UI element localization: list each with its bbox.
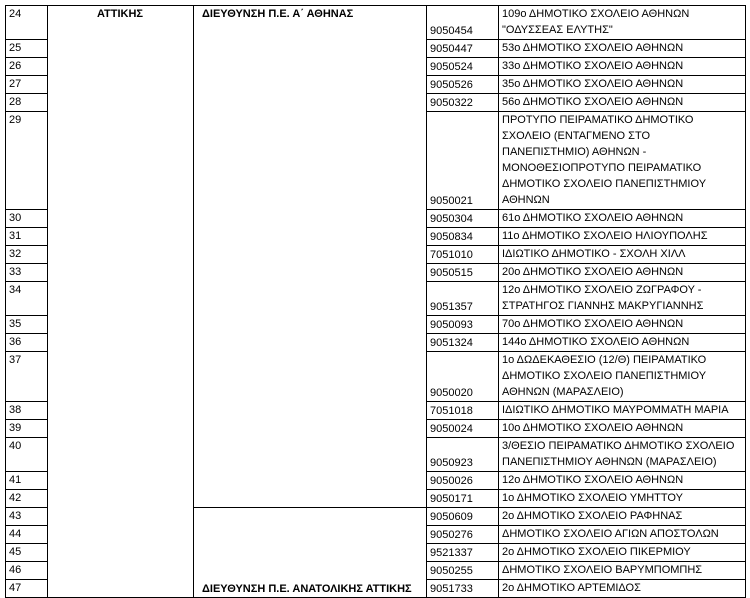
school-code: 9050526 [427,76,499,94]
school-name-line: ΠΡΟΤΥΠΟ ΠΕΙΡΑΜΑΤΙΚΟ ΔΗΜΟΤΙΚΟ [502,114,694,126]
school-name-line: 35ο ΔΗΜΟΤΙΚΟ ΣΧΟΛΕΙΟ ΑΘΗΝΩΝ [502,78,684,90]
school-code: 9050021 [427,112,499,210]
school-code: 9050020 [427,352,499,402]
school-code: 9050515 [427,264,499,282]
school-code: 7051010 [427,246,499,264]
table-row [6,6,746,40]
school-code: 9050322 [427,94,499,112]
row-number: 24 [6,6,48,40]
school-name-line: ΙΔΙΩΤΙΚΟ ΔΗΜΟΤΙΚΟ - ΣΧΟΛΗ ΧΙΛΛ [502,248,686,260]
school-name [499,526,746,544]
school-name-line: 2ο ΔΗΜΟΤΙΚΟ ΣΧΟΛΕΙΟ ΠΙΚΕΡΜΙΟΥ [502,546,691,558]
school-code: 9050276 [427,526,499,544]
school-code: 9050304 [427,210,499,228]
row-number: 37 [6,352,48,402]
school-name-line: ΣΧΟΛΕΙΟ (ΕΝΤΑΓΜΕΝΟ ΣΤΟ [502,130,651,142]
school-name-line: ΑΘΗΝΩΝ (ΜΑΡΑΣΛΕΙΟ) [502,386,624,398]
row-number: 38 [6,402,48,420]
school-name-line: 144ο ΔΗΜΟΤΙΚΟ ΣΧΟΛΕΙΟ ΑΘΗΝΩΝ [502,336,690,348]
row-number: 26 [6,58,48,76]
row-number: 27 [6,76,48,94]
school-name [499,508,746,526]
school-name [499,112,746,210]
school-name-line: ΜΟΝΟΘΕΣΙΟΠΡΟΤΥΠΟ ΠΕΙΡΑΜΑΤΙΚΟ [502,162,702,174]
school-name [499,402,746,420]
school-name-line: 61ο ΔΗΜΟΤΙΚΟ ΣΧΟΛΕΙΟ ΑΘΗΝΩΝ [502,212,684,224]
school-name [499,334,746,352]
school-name [499,544,746,562]
row-number: 28 [6,94,48,112]
school-name-line: ΠΑΝΕΠΙΣΤΗΜΙΟΥ ΑΘΗΝΩΝ (ΜΑΡΑΣΛΕΙΟ) [502,456,717,468]
school-name [499,6,746,40]
school-name-line: 2ο ΔΗΜΟΤΙΚΟ ΑΡΤΕΜΙΔΟΣ [502,582,641,594]
school-name-line: 3/ΘΕΣΙΟ ΠΕΙΡΑΜΑΤΙΚΟ ΔΗΜΟΤΙΚΟ ΣΧΟΛΕΙΟ [502,440,735,452]
school-name [499,264,746,282]
school-code: 9050524 [427,58,499,76]
school-name [499,352,746,402]
row-number: 32 [6,246,48,264]
row-number: 36 [6,334,48,352]
school-name-line: 70ο ΔΗΜΟΤΙΚΟ ΣΧΟΛΕΙΟ ΑΘΗΝΩΝ [502,318,684,330]
school-name-line: 56ο ΔΗΜΟΤΙΚΟ ΣΧΟΛΕΙΟ ΑΘΗΝΩΝ [502,96,684,108]
school-name [499,246,746,264]
row-number: 41 [6,472,48,490]
school-code: 9521337 [427,544,499,562]
school-name [499,438,746,472]
row-number: 30 [6,210,48,228]
school-code: 9050454 [427,6,499,40]
school-code: 9050255 [427,562,499,580]
school-name [499,420,746,438]
school-name-line: 1ο ΔΗΜΟΤΙΚΟ ΣΧΟΛΕΙΟ ΥΜΗΤΤΟΥ [502,492,683,504]
school-name-line: 109ο ΔΗΜΟΤΙΚΟ ΣΧΟΛΕΙΟ ΑΘΗΝΩΝ [502,8,690,20]
school-code: 9050024 [427,420,499,438]
school-name [499,210,746,228]
school-name [499,316,746,334]
school-name-line: ΔΗΜΟΤΙΚΟ ΣΧΟΛΕΙΟ ΑΓΙΩΝ ΑΠΟΣΤΟΛΩΝ [502,528,719,540]
school-name [499,40,746,58]
school-code: 9051324 [427,334,499,352]
school-code: 9051357 [427,282,499,316]
school-name [499,580,746,598]
school-name-line: 20ο ΔΗΜΟΤΙΚΟ ΣΧΟΛΕΙΟ ΑΘΗΝΩΝ [502,266,684,278]
school-name [499,58,746,76]
directorate-b-cell: ΔΙΕΥΘΥΝΣΗ Π.Ε. ΑΝΑΤΟΛΙΚΗΣ ΑΤΤΙΚΗΣ [194,508,427,598]
school-name [499,472,746,490]
row-number: 45 [6,544,48,562]
school-name-line: 2ο ΔΗΜΟΤΙΚΟ ΣΧΟΛΕΙΟ ΡΑΦΗΝΑΣ [502,510,683,522]
school-code: 9050834 [427,228,499,246]
school-code: 9050026 [427,472,499,490]
school-name-line: ΔΗΜΟΤΙΚΟ ΣΧΟΛΕΙΟ ΠΑΝΕΠΙΣΤΗΜΙΟΥ [502,370,707,382]
schools-table [5,5,746,598]
row-number: 40 [6,438,48,472]
row-number: 31 [6,228,48,246]
row-number: 47 [6,580,48,598]
school-name [499,282,746,316]
school-name-line: ΔΗΜΟΤΙΚΟ ΣΧΟΛΕΙΟ ΠΑΝΕΠΙΣΤΗΜΙΟΥ [502,178,707,190]
school-code: 9050171 [427,490,499,508]
schools-table-body [6,6,746,598]
row-number: 34 [6,282,48,316]
row-number: 42 [6,490,48,508]
school-name [499,94,746,112]
school-code: 9051733 [427,580,499,598]
row-number: 46 [6,562,48,580]
school-code: 9050447 [427,40,499,58]
row-number: 33 [6,264,48,282]
row-number: 44 [6,526,48,544]
school-name-line: ΣΤΡΑΤΗΓΟΣ ΓΙΑΝΝΗΣ ΜΑΚΡΥΓΙΑΝΝΗΣ [502,300,704,312]
school-name-line: ΑΘΗΝΩΝ [502,194,550,206]
school-name-line: ΔΗΜΟΤΙΚΟ ΣΧΟΛΕΙΟ ΒΑΡΥΜΠΟΜΠΗΣ [502,564,703,576]
school-code: 7051018 [427,402,499,420]
school-name [499,228,746,246]
school-name-line: 12ο ΔΗΜΟΤΙΚΟ ΣΧΟΛΕΙΟ ΖΩΓΡΑΦΟΥ - [502,284,702,296]
school-name [499,76,746,94]
row-number: 29 [6,112,48,210]
row-number: 25 [6,40,48,58]
school-name-line: ΙΔΙΩΤΙΚΟ ΔΗΜΟΤΙΚΟ ΜΑΥΡΟΜΜΑΤΗ ΜΑΡΙΑ [502,404,729,416]
school-name-line: ΠΑΝΕΠΙΣΤΗΜΙΟ) ΑΘΗΝΩΝ - [502,146,647,158]
region-cell: ΑΤΤΙΚΗΣ [48,6,194,598]
row-number: 43 [6,508,48,526]
row-number: 39 [6,420,48,438]
school-code: 9050093 [427,316,499,334]
school-name-line: 53ο ΔΗΜΟΤΙΚΟ ΣΧΟΛΕΙΟ ΑΘΗΝΩΝ [502,42,684,54]
school-name-line: 1ο ΔΩΔΕΚΑΘΕΣΙΟ (12/Θ) ΠΕΙΡΑΜΑΤΙΚΟ [502,354,707,366]
school-name [499,562,746,580]
school-code: 9050923 [427,438,499,472]
row-number: 35 [6,316,48,334]
school-code: 9050609 [427,508,499,526]
school-name-line: 12ο ΔΗΜΟΤΙΚΟ ΣΧΟΛΕΙΟ ΑΘΗΝΩΝ [502,474,684,486]
school-name-line: 11ο ΔΗΜΟΤΙΚΟ ΣΧΟΛΕΙΟ ΗΛΙΟΥΠΟΛΗΣ [502,230,708,242]
school-name-line: 33ο ΔΗΜΟΤΙΚΟ ΣΧΟΛΕΙΟ ΑΘΗΝΩΝ [502,60,684,72]
school-name-line: 10ο ΔΗΜΟΤΙΚΟ ΣΧΟΛΕΙΟ ΑΘΗΝΩΝ [502,422,684,434]
school-name-line: "ΟΔΥΣΣΕΑΣ ΕΛΥΤΗΣ" [502,24,613,36]
school-name [499,490,746,508]
directorate-a-cell: ΔΙΕΥΘΥΝΣΗ Π.Ε. Α΄ ΑΘΗΝΑΣ [194,6,427,508]
